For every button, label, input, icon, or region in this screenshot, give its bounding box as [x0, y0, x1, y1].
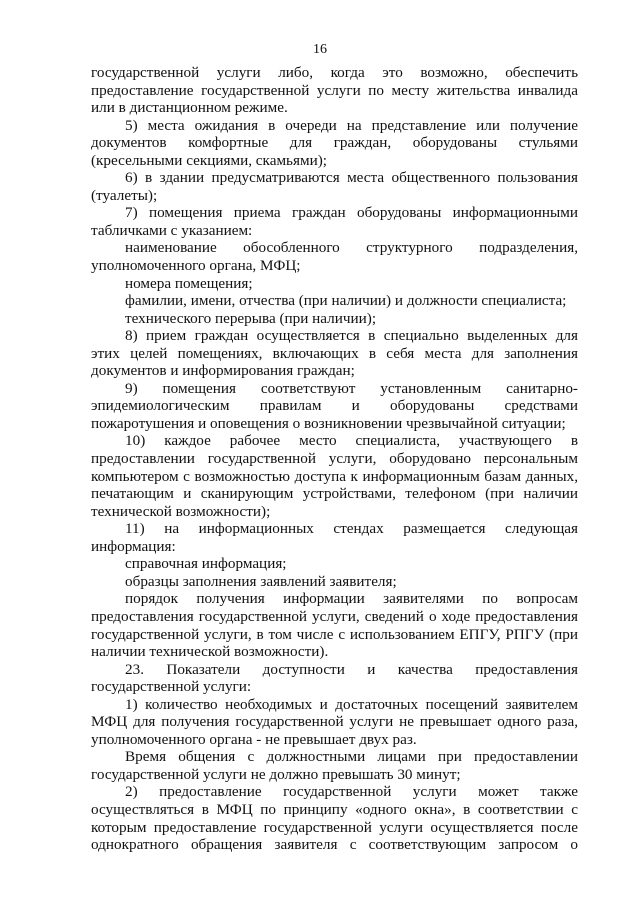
- paragraph-item-11: 11) на информационных стендах размещается следующая информация:: [91, 520, 578, 555]
- paragraph-item-8: 8) прием граждан осуществляется в специально выделенных для этих целей помещениях, включающих в себя места для заполнения документов и информирования граждан;: [91, 327, 578, 380]
- page-number: 16: [313, 42, 327, 57]
- paragraph-item-7: 7) помещения приема граждан оборудованы информационными табличками с указанием:: [91, 204, 578, 239]
- paragraph-communication-time: Время общения с должностными лицами при предоставлении государственной услуги не должно превышать 30 минут;: [91, 748, 578, 783]
- paragraph-indicator-1: 1) количество необходимых и достаточных посещений заявителем МФЦ для получения государственной услуги не превышает одного раза, уполномоченного органа - не превышает двух раз.: [91, 695, 578, 748]
- paragraph-indicator-2: 2) предоставление государственной услуги может также осуществляться в МФЦ по принципу «одного окна», в соответствии с которым предоставление государственной услуги осуществляется после однократного обращения заявителя с соответствующим запросом о: [91, 783, 578, 854]
- paragraph-subitem-break: технического перерыва (при наличии);: [125, 309, 377, 327]
- paragraph-item-9: 9) помещения соответствуют установленным санитарно-эпидемиологическим правилам и оборудованы средствами пожаротушения и оповещения о возникновении чрезвычайной ситуации;: [91, 379, 578, 432]
- paragraph-subitem-specialist: фамилии, имени, отчества (при наличии) и должности специалиста;: [125, 292, 567, 310]
- paragraph-continuation: государственной услуги либо, когда это возможно, обеспечить предоставление государственной услуги по месту жительства инвалида или в дистанционном режиме.: [91, 64, 578, 117]
- paragraph-subitem-samples: образцы заполнения заявлений заявителя;: [125, 572, 397, 590]
- paragraph-item-10: 10) каждое рабочее место специалиста, участвующего в предоставлении государственной услуги, оборудовано персональным компьютером с возможностью доступа к информационным базам данных, печатающим и сканирующим устройствами, телефоном (при наличии технической возможности);: [91, 432, 578, 520]
- paragraph-item-5: 5) места ожидания в очереди на представление или получение документов комфортные для граждан, оборудованы стульями (кресельными секциями, скамьями);: [91, 116, 578, 169]
- paragraph-subitem-room: номера помещения;: [125, 274, 253, 292]
- paragraph-section-23: 23. Показатели доступности и качества предоставления государственной услуги:: [91, 660, 578, 696]
- document-body: [91, 64, 578, 854]
- paragraph-subitem-name: наименование обособленного структурного подразделения, уполномоченного органа, МФЦ;: [91, 239, 578, 275]
- paragraph-item-6: 6) в здании предусматриваются места общественного пользования (туалеты);: [91, 169, 578, 204]
- paragraph-subitem-procedure: порядок получения информации заявителями по вопросам предоставления государственной услуги, сведений о ходе предоставления государственной услуги, в том числе с использованием ЕПГУ, РПГУ (при наличии технической возможности).: [91, 590, 578, 661]
- paragraph-subitem-reference: справочная информация;: [125, 555, 287, 573]
